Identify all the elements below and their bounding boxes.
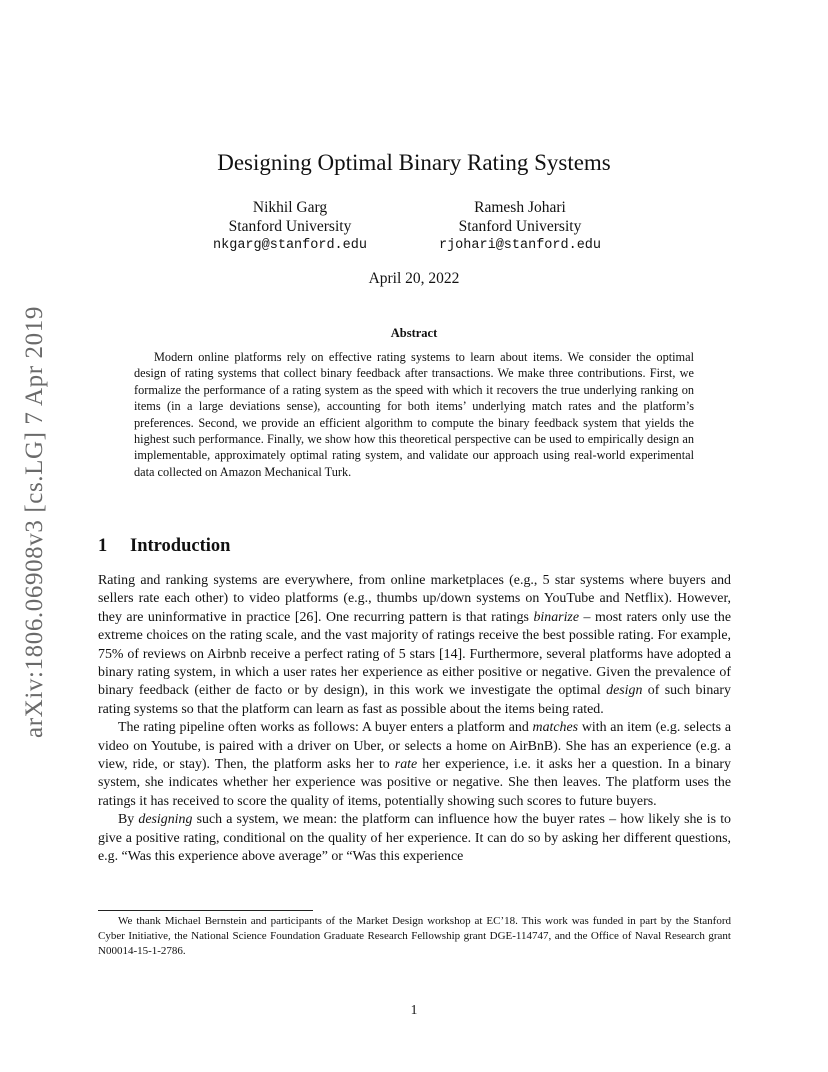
abstract-text: Modern online platforms rely on effective rating systems to learn about items. We consider the optimal design of rating systems that collect binary feedback after transactions. We make three contributions. First, we formalize the performance of a rating system as the speed with which it recovers the true underlying ranking on items (in a large deviations sense), accounting for both items’ underlying match rates and the platform’s preferences. Second, we provide an efficient algorithm to compute the binary feedback system that yields the highest such performance. Finally, we show how this theoretical perspective can be used to empirically design an implementable, approximately optimal rating system, and validate our approach using real-world experimental data collected on Amazon Mechanical Turk. [134, 350, 694, 479]
author-block-2 [425, 198, 615, 255]
emphasis: rate [394, 757, 418, 773]
emphasis: designing [138, 812, 193, 828]
emphasis: matches [532, 720, 579, 736]
author-block-1 [210, 198, 370, 255]
footnote-rule [98, 910, 313, 911]
author-email: rjohari@stanford.edu [438, 238, 602, 253]
section-number: 1 [98, 536, 108, 556]
author-affiliation: Stanford University [228, 218, 352, 235]
introduction-body [98, 572, 731, 867]
paper-date: April 20, 2022 [368, 270, 460, 287]
author-name: Ramesh Johari [474, 199, 566, 216]
arxiv-identifier: arXiv:1806.06908v3 [cs.LG] 7 Apr 2019 [21, 306, 48, 738]
paper-title: Designing Optimal Binary Rating Systems [217, 150, 611, 175]
section-heading [98, 536, 230, 557]
section-title: Introduction [130, 536, 231, 556]
author-name: Nikhil Garg [252, 199, 328, 216]
arxiv-side-stamp [20, 292, 50, 752]
paragraph: By designing such a system, we mean: the platform can influence how the buyer rates – how likely she is to give a positive rating, conditional on the quality of her experience. It can do so by asking her different questions, e.g. “Was this experience above average” or “Was this experience [98, 812, 731, 865]
author-email: nkgarg@stanford.edu [213, 238, 367, 253]
paragraph: Rating and ranking systems are everywhere, from online marketplaces (e.g., 5 star systems where buyers and sellers rate each other) to video platforms (e.g., thumbs up/down systems on YouTube and Netflix). However, they are uninformative in practice [26]. One recurring pattern is that ratings binarize – most raters only use the extreme choices on the rating scale, and the vast majority of ratings receive the best possible rating. For example, 75% of reviews on Airbnb receive a perfect rating of 5 stars [14]. Furthermore, several platforms have adopted a binary rating system, in which a user rates her experience as either positive or negative. Given the prevalence of binary feedback (either de facto or by design), in this work we investigate the optimal design of such binary rating systems so that the platform can learn as fast as possible about the items being rated. [98, 573, 731, 717]
author-affiliation: Stanford University [458, 218, 582, 235]
paragraph: The rating pipeline often works as follows: A buyer enters a platform and matches with an item (e.g. selects a video on Youtube, is paired with a driver on Uber, or selects a home on AirBnB). She has an experience (e.g. a view, ride, or stay). Then, the platform asks her to rate her experience, i.e. it asks her a question. In a binary system, she indicates whether her experience was positive or negative. She then leaves. The platform uses the ratings it has received to score the quality of items, potentially showing such scores to future buyers. [98, 720, 732, 809]
emphasis: design [606, 683, 643, 699]
footnote: We thank Michael Bernstein and participants of the Market Design workshop at EC’18. This work was funded in part by the Stanford Cyber Initiative, the National Science Foundation Graduate Research Fellowship grant DGE-114747, and the Office of Naval Research grant N00014-15-1-2786. [98, 915, 731, 957]
page-number: 1 [410, 1002, 418, 1017]
emphasis: binarize [533, 609, 579, 625]
abstract-heading: Abstract [390, 326, 438, 340]
